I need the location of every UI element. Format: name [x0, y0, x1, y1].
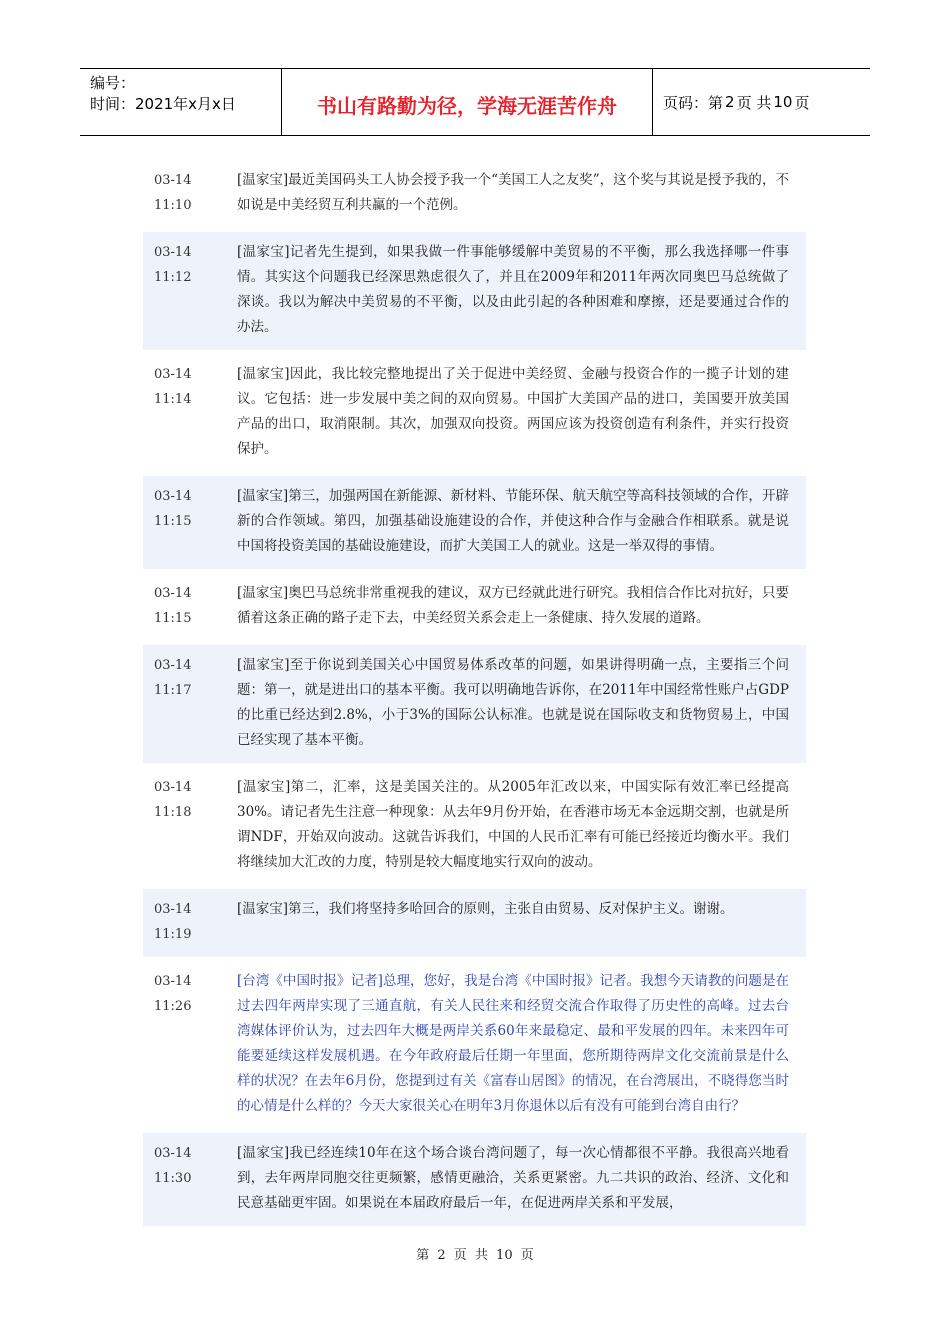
timestamp [143, 969, 237, 1119]
transcript-text: [温家宝]至于你说到美国关心中国贸易体系改革的问题，如果讲得明确一点，主要指三个问题：第一，就是进出口的基本平衡。我可以明确地告诉你，在2011年中国经常性账户占GDP的比重已经达到2.8%，小于3%的国际公认标准。也就是说在国际收支和货物贸易上，中国已经实现了基本平衡。 [237, 657, 789, 748]
timestamp [143, 362, 237, 462]
timestamp-date: 03-14 [154, 367, 192, 382]
timestamp [143, 168, 237, 218]
transcript-row [143, 645, 806, 763]
transcript-text: [温家宝]记者先生提到，如果我做一件事能够缓解中美贸易的不平衡，那么我选择哪一件事情。其实这个问题我已经深思熟虑很久了，并且在2009年和2011年两次同奥巴马总统做了深谈。我以为解决中美贸易的不平衡，以及由此引起的各种困难和摩擦，还是要通过合作的办法。 [237, 244, 789, 335]
transcript-row [143, 889, 806, 957]
page-header [80, 68, 870, 136]
document-number-label: 编号： [90, 74, 136, 92]
transcript-row [143, 160, 806, 228]
page-current: 2 [725, 93, 735, 111]
timestamp-time: 11:18 [154, 805, 192, 820]
transcript-row [143, 961, 806, 1129]
transcript-list [143, 160, 806, 1230]
transcript-text: [温家宝]第三，加强两国在新能源、新材料、节能环保、航天航空等高科技领域的合作，开辟新的合作领域。第四，加强基础设施建设的合作，并使这种合作与金融合作相联系。就是说中国将投资美国的基础设施建设，而扩大美国工人的就业。这是一举双得的事情。 [237, 488, 789, 554]
timestamp [143, 581, 237, 631]
timestamp-time: 11:17 [154, 683, 192, 698]
timestamp-time: 11:15 [154, 611, 192, 626]
timestamp-time: 11:26 [154, 999, 192, 1014]
transcript-row [143, 1133, 806, 1226]
transcript-text: [温家宝]因此，我比较完整地提出了关于促进中美经贸、金融与投资合作的一揽子计划的建议。它包括：进一步发展中美之间的双向贸易。中国扩大美国产品的进口，美国要开放美国产品的出口，取消限制。其次，加强双向投资。两国应该为投资创造有利条件，并实行投资保护。 [237, 366, 789, 457]
timestamp [143, 775, 237, 875]
header-motto: 书山有路勤为径，学海无涯苦作舟 [282, 69, 653, 135]
timestamp-time: 11:12 [154, 270, 192, 285]
transcript-text: [温家宝]最近美国码头工人协会授予我一个“美国工人之友奖”，这个奖与其说是授予我的，不如说是中美经贸互利共赢的一个范例。 [237, 172, 789, 213]
timestamp-date: 03-14 [154, 658, 192, 673]
timestamp [143, 1141, 237, 1216]
page-middle: 页 共 [736, 93, 772, 112]
timestamp-date: 03-14 [154, 173, 192, 188]
timestamp-date: 03-14 [154, 902, 192, 917]
timestamp [143, 653, 237, 753]
timestamp-date: 03-14 [154, 1146, 192, 1161]
transcript-row [143, 232, 806, 350]
transcript-text: [温家宝]我已经连续10年在这个场合谈台湾问题了，每一次心情都很不平静。我很高兴地看到，去年两岸同胞交往更频繁，感情更融洽，关系更紧密。九二共识的政治、经济、文化和民意基础更牢固。如果说在本届政府最后一年，在促进两岸关系和平发展， [237, 1145, 789, 1211]
document-date: 时间：2021年x月x日 [90, 95, 236, 113]
timestamp-time: 11:19 [154, 927, 192, 942]
transcript-text: [温家宝]奥巴马总统非常重视我的建议，双方已经就此进行研究。我相信合作比对抗好，只要循着这条正确的路子走下去，中美经贸关系会走上一条健康、持久发展的道路。 [237, 585, 789, 626]
page-prefix: 页码：第 [663, 93, 724, 112]
transcript-text: [温家宝]第二，汇率，这是美国关注的。从2005年汇改以来，中国实际有效汇率已经提高30%。请记者先生注意一种现象：从去年9月份开始，在香港市场无本金远期交割，也就是所谓NDF，开始双向波动。这就告诉我们，中国的人民币汇率有可能已经接近均衡水平。我们将继续加大汇改的力度，特别是较大幅度地实行双向的波动。 [237, 779, 789, 870]
timestamp-time: 11:10 [154, 198, 192, 213]
timestamp-time: 11:15 [154, 514, 192, 529]
timestamp-time: 11:14 [154, 392, 192, 407]
transcript-text: [温家宝]第三，我们将坚持多哈回合的原则，主张自由贸易、反对保护主义。谢谢。 [237, 901, 734, 917]
timestamp-time: 11:30 [154, 1171, 192, 1186]
header-page-number [653, 69, 870, 135]
timestamp [143, 240, 237, 340]
timestamp [143, 484, 237, 559]
page-total: 10 [773, 93, 793, 111]
header-meta [80, 69, 282, 135]
timestamp-date: 03-14 [154, 586, 192, 601]
page-footer: 第 2 页 共 10 页 [416, 1248, 534, 1263]
timestamp-date: 03-14 [154, 780, 192, 795]
transcript-text: [台湾《中国时报》记者]总理，您好，我是台湾《中国时报》记者。我想今天请教的问题是在过去四年两岸实现了三通直航，有关人民往来和经贸交流合作取得了历史性的高峰。过去台湾媒体评价认为，过去四年大概是两岸关系60年来最稳定、最和平发展的四年。未来四年可能要延续这样发展机遇。在今年政府最后任期一年里面，您所期待两岸文化交流前景是什么样的状况？在去年6月份，您提到过有关《富春山居图》的情况，在台湾展出，不晓得您当时的心情是什么样的？今天大家很关心在明年3月你退休以后有没有可能到台湾自由行？ [237, 973, 789, 1114]
transcript-row [143, 354, 806, 472]
transcript-row [143, 573, 806, 641]
timestamp-date: 03-14 [154, 489, 192, 504]
transcript-row [143, 767, 806, 885]
timestamp-date: 03-14 [154, 974, 192, 989]
timestamp-date: 03-14 [154, 245, 192, 260]
transcript-row [143, 476, 806, 569]
page-suffix: 页 [794, 93, 810, 112]
timestamp [143, 897, 237, 947]
